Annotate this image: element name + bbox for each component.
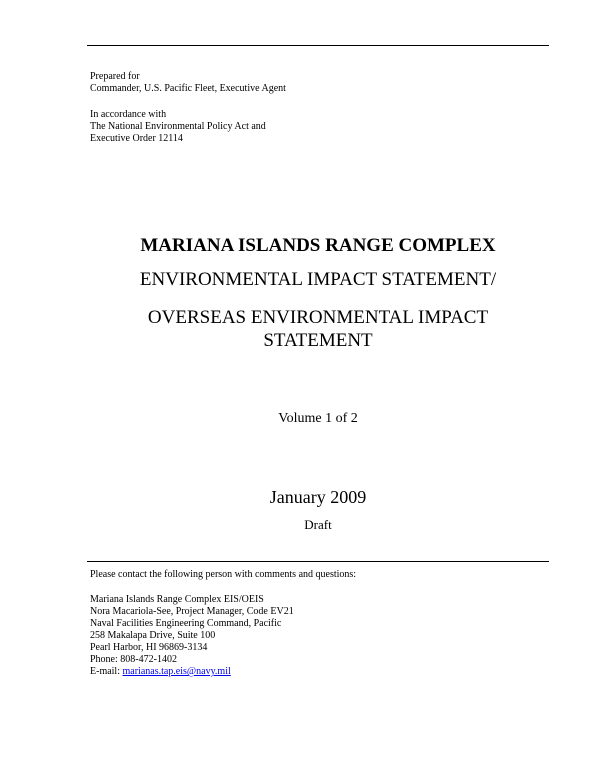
contact-person: Nora Macariola-See, Project Manager, Code EV21 [90, 606, 294, 617]
accordance-block [90, 109, 266, 145]
contact-intro: Please contact the following person with comments and questions: [90, 569, 357, 580]
publication-date: January 2009 [269, 487, 367, 507]
contact-organization: Naval Facilities Engineering Command, Pacific [90, 618, 282, 629]
contact-email-link[interactable]: marianas.tap.eis@navy.mil [122, 666, 231, 677]
contact-divider [87, 561, 549, 562]
accordance-label: In accordance with [90, 109, 167, 120]
prepared-for-label: Prepared for [90, 71, 140, 82]
top-divider [87, 45, 549, 46]
contact-street: 258 Makalapa Drive, Suite 100 [90, 630, 216, 641]
prepared-for-agency: Commander, U.S. Pacific Fleet, Executive Agent [90, 83, 286, 94]
contact-phone: Phone: 808-472-1402 [90, 654, 177, 665]
document-status: Draft [304, 517, 332, 532]
contact-project: Mariana Islands Range Complex EIS/OEIS [90, 594, 264, 605]
document-subtitle-oeis [87, 306, 549, 352]
document-subtitle-oeis-line1: OVERSEAS ENVIRONMENTAL IMPACT [147, 307, 489, 328]
contact-block [90, 594, 294, 678]
document-subtitle-oeis-line2: STATEMENT [263, 330, 373, 351]
accordance-executive-order: Executive Order 12114 [90, 133, 183, 144]
prepared-for-block [90, 71, 286, 95]
document-subtitle-eis: ENVIRONMENTAL IMPACT STATEMENT/ [139, 269, 497, 290]
document-title: MARIANA ISLANDS RANGE COMPLEX [140, 235, 496, 256]
volume-label: Volume 1 of 2 [278, 411, 358, 426]
contact-city: Pearl Harbor, HI 96869-3134 [90, 642, 208, 653]
accordance-nepa: The National Environmental Policy Act and [90, 121, 266, 132]
contact-email-label: E-mail: [90, 666, 123, 677]
contact-email-row [90, 666, 294, 678]
